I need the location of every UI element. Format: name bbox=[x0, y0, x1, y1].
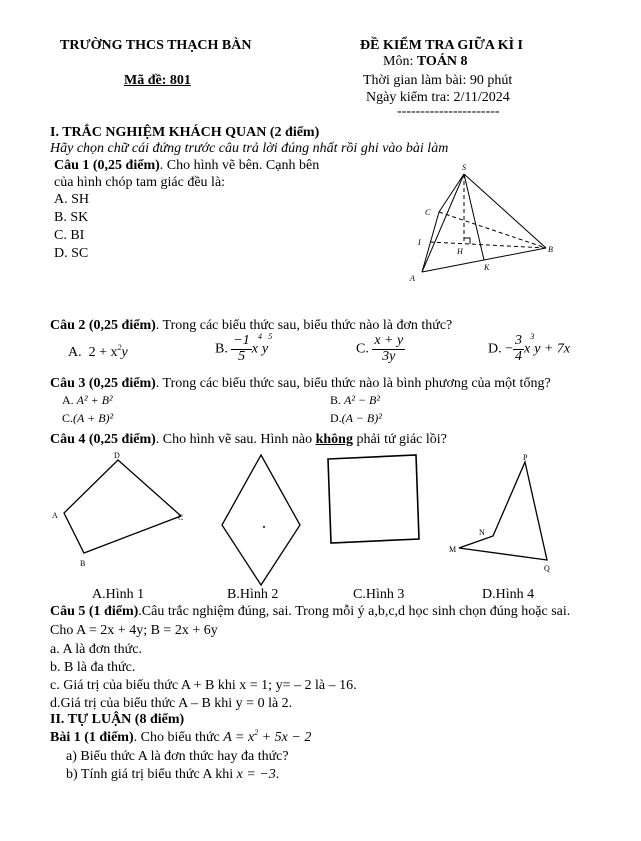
q2-label: Câu 2 (0,25 điểm) bbox=[50, 318, 156, 333]
q2-option-c-letter: C. bbox=[356, 341, 369, 357]
subject-line bbox=[383, 54, 468, 70]
q2-option-a-expr: 2 + x bbox=[88, 345, 118, 360]
q3-option-d[interactable]: D.(A − B)² bbox=[330, 411, 382, 425]
q5-stem bbox=[50, 604, 570, 620]
fig4-label-p: P bbox=[523, 453, 528, 462]
fig1-label-b: B bbox=[80, 559, 86, 568]
center-dot bbox=[263, 526, 265, 528]
exam-duration: Thời gian làm bài: 90 phút bbox=[363, 73, 513, 88]
median-bi bbox=[430, 242, 546, 248]
q5-item-a[interactable]: a. A là đơn thức. bbox=[50, 642, 142, 657]
exam-date: Ngày kiểm tra: 2/11/2024 bbox=[366, 90, 510, 105]
q4-label: Câu 4 (0,25 điểm) bbox=[50, 432, 156, 447]
apothem-sk bbox=[464, 174, 484, 260]
q2-option-b-letter: B. bbox=[215, 341, 228, 357]
q3-stem bbox=[50, 376, 551, 392]
fig1-label-d: D bbox=[114, 451, 120, 460]
label-a: A bbox=[410, 274, 415, 283]
bai1-item-b: b) Tính giá trị biểu thức A khi x = −3. bbox=[66, 767, 280, 782]
label-c: C bbox=[425, 208, 431, 217]
exam-title: ĐỀ KIỂM TRA GIỮA KÌ I bbox=[360, 38, 523, 53]
q2-option-d[interactable]: D. − $\frac{3}{4}$ $x^3y + 7x$ bbox=[488, 332, 571, 364]
fig4-label-m: M bbox=[449, 545, 457, 554]
q2-option-a-tail: y bbox=[121, 345, 128, 360]
pyramid-figure bbox=[400, 160, 565, 285]
q5-item-c[interactable]: c. Giá trị của biểu thức A + B khi x = 1; y= – 2 là – 16. bbox=[50, 678, 357, 693]
q1-stem bbox=[54, 158, 319, 174]
q5-label: Câu 5 (1 điểm) bbox=[50, 604, 139, 619]
figure-4-concave-quad bbox=[443, 450, 563, 575]
q2-option-b-fraction: $\frac{-1}{5}$ bbox=[233, 333, 250, 364]
quad-abcd bbox=[64, 460, 184, 553]
q1-option-b[interactable]: B. SK bbox=[54, 210, 89, 225]
q2-option-a-letter: A. bbox=[68, 345, 82, 360]
bai1-expr-rhs: + 5x − 2 bbox=[258, 730, 312, 745]
bai1-text: . Cho biểu thức bbox=[133, 730, 224, 745]
q4-stem bbox=[50, 432, 447, 448]
edge-sa bbox=[422, 174, 464, 272]
quad-mnpq bbox=[459, 462, 547, 560]
q1-option-a[interactable]: A. SH bbox=[54, 192, 90, 207]
q1-option-c[interactable]: C. BI bbox=[54, 228, 85, 243]
q3-option-c[interactable]: C.(A + B)² bbox=[62, 411, 114, 425]
rectangle-shape bbox=[328, 455, 419, 543]
q3-option-a[interactable]: A. A² + B² bbox=[62, 393, 113, 407]
edge-sb bbox=[464, 174, 546, 248]
header-divider: ---------------------- bbox=[397, 104, 500, 119]
q2-option-d-fraction: $\frac{3}{4}$ bbox=[515, 333, 523, 364]
bai1-expr-exp: 2 bbox=[254, 728, 259, 737]
q1-text: . Cho hình vẽ bên. Cạnh bên bbox=[159, 158, 320, 173]
q2-text: . Trong các biểu thức sau, biểu thức nào là đơn thức? bbox=[155, 318, 453, 333]
part2-title: II. TỰ LUẬN (8 điểm) bbox=[50, 712, 185, 727]
label-h: H bbox=[457, 247, 463, 256]
fig4-label-q: Q bbox=[544, 564, 550, 573]
bai1-label: Bài 1 (1 điểm) bbox=[50, 730, 134, 745]
figure-3-rectangle bbox=[322, 450, 422, 550]
q2-option-c[interactable] bbox=[356, 334, 405, 364]
subject-name: TOÁN 8 bbox=[416, 54, 468, 69]
q4-text-negation: không bbox=[315, 432, 353, 447]
q1-text2: của hình chóp tam giác đều là: bbox=[54, 175, 226, 190]
part1-instruction: Hãy chọn chữ cái đứng trước câu trả lời đúng nhất rồi ghi vào bài làm bbox=[50, 141, 449, 156]
fig4-caption[interactable]: D.Hình 4 bbox=[482, 587, 535, 602]
fig1-label-a: A bbox=[52, 511, 58, 520]
fig1-caption[interactable]: A.Hình 1 bbox=[92, 587, 145, 602]
q2-option-b[interactable]: B. $\frac{-1}{5}$ $x^4y^5$ bbox=[215, 332, 273, 364]
q4-text-after: phải tứ giác lồi? bbox=[352, 432, 447, 447]
edge-cb bbox=[439, 212, 546, 248]
rhombus-shape bbox=[222, 455, 300, 585]
q2-option-c-fraction: $\frac{x + y}{3y}$ bbox=[374, 333, 404, 364]
bai1-item-a: a) Biểu thức A là đơn thức hay đa thức? bbox=[66, 749, 289, 764]
q1-option-d[interactable]: D. SC bbox=[54, 246, 89, 261]
q1-label: Câu 1 (0,25 điểm) bbox=[54, 158, 160, 173]
figure-2-rhombus bbox=[216, 450, 316, 590]
fig4-label-n: N bbox=[479, 528, 485, 537]
q5-item-d[interactable]: d.Giá trị của biểu thức A – B khi y = 0 là 2. bbox=[50, 696, 293, 711]
q2-option-a-exp: 2 bbox=[117, 343, 122, 352]
q3-option-b[interactable]: B. A² − B² bbox=[330, 393, 380, 407]
subject-prefix: Môn: bbox=[383, 54, 417, 69]
right-angle-mark bbox=[464, 238, 470, 244]
fig2-caption[interactable]: B.Hình 2 bbox=[227, 587, 279, 602]
q5-given: Cho A = 2x + 4y; B = 2x + 6y bbox=[50, 623, 218, 638]
q4-text-before: . Cho hình vẽ sau. Hình nào bbox=[155, 432, 316, 447]
fig1-label-c: C bbox=[178, 513, 184, 522]
q3-text: . Trong các biểu thức sau, biểu thức nào là bình phương của một tổng? bbox=[155, 376, 551, 391]
exam-code: Mã đề: 801 bbox=[124, 73, 191, 88]
q2-option-d-letter: D. bbox=[488, 341, 502, 357]
q5-text: .Câu trắc nghiệm đúng, sai. Trong mỗi ý a,b,c,d học sinh chọn đúng hoặc sai. bbox=[138, 604, 571, 619]
bai1-stem bbox=[50, 730, 311, 746]
school-name: TRƯỜNG THCS THẠCH BÀN bbox=[60, 38, 252, 53]
part1-title: I. TRẮC NGHIỆM KHÁCH QUAN (2 điểm) bbox=[50, 125, 320, 140]
label-k: K bbox=[484, 263, 490, 272]
bai1-item-b-expr: x = −3 bbox=[236, 767, 276, 782]
label-s: S bbox=[462, 163, 466, 172]
q2-option-a[interactable] bbox=[68, 345, 128, 361]
q2-stem bbox=[50, 318, 452, 334]
label-i: I bbox=[418, 238, 421, 247]
bai1-expr-lhs: A = x bbox=[223, 730, 255, 745]
edge-sc bbox=[439, 174, 464, 212]
q3-label: Câu 3 (0,25 điểm) bbox=[50, 376, 156, 391]
figure-1-quadrilateral bbox=[48, 450, 190, 575]
label-b: B bbox=[548, 245, 553, 254]
q5-item-b[interactable]: b. B là đa thức. bbox=[50, 660, 136, 675]
fig3-caption[interactable]: C.Hình 3 bbox=[353, 587, 405, 602]
